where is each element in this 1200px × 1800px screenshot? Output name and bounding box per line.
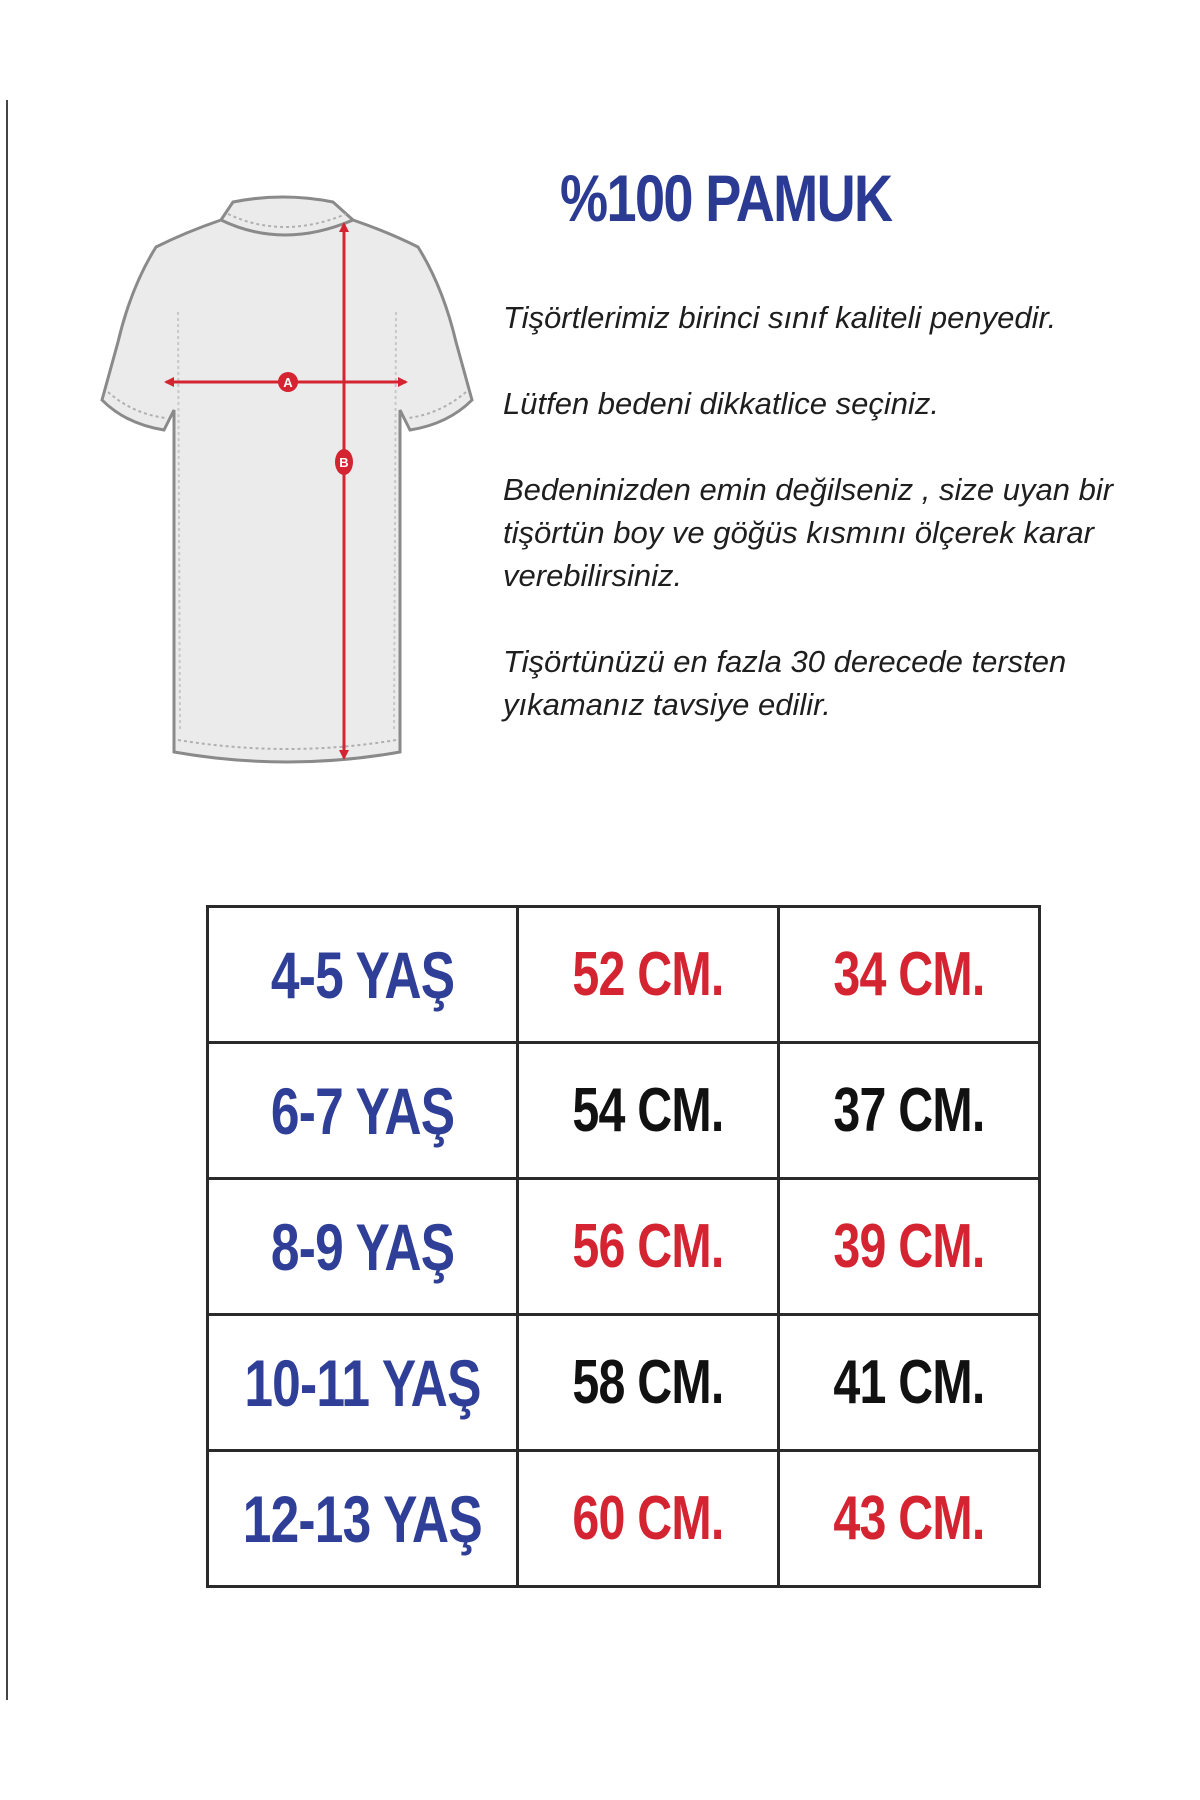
table-row bbox=[208, 1451, 1040, 1587]
chest-cell bbox=[778, 1451, 1039, 1587]
chest-cell bbox=[778, 1315, 1039, 1451]
age-label: 6-7 YAŞ bbox=[270, 1073, 455, 1148]
table-row bbox=[208, 1315, 1040, 1451]
tshirt-shape bbox=[102, 197, 472, 762]
tshirt-diagram bbox=[88, 192, 488, 782]
size-table bbox=[206, 905, 1041, 1588]
length-cell bbox=[517, 1451, 778, 1587]
age-cell bbox=[208, 1043, 518, 1179]
length-value: 56 CM. bbox=[572, 1212, 724, 1281]
length-value: 52 CM. bbox=[572, 940, 724, 1009]
age-cell bbox=[208, 1315, 518, 1451]
length-cell bbox=[517, 1315, 778, 1451]
length-cell bbox=[517, 907, 778, 1043]
table-row bbox=[208, 907, 1040, 1043]
chest-value: 37 CM. bbox=[833, 1076, 985, 1145]
chest-value: 39 CM. bbox=[833, 1212, 985, 1281]
table-row bbox=[208, 1179, 1040, 1315]
chest-value: 41 CM. bbox=[833, 1348, 985, 1417]
marker-b-label: B bbox=[339, 455, 349, 470]
note-quality: Tişörtlerimiz birinci sınıf kaliteli penyedir. bbox=[503, 300, 1057, 335]
age-cell bbox=[208, 1179, 518, 1315]
length-cell bbox=[517, 1043, 778, 1179]
length-value: 54 CM. bbox=[572, 1076, 724, 1145]
age-label: 10-11 YAŞ bbox=[244, 1345, 481, 1420]
age-cell bbox=[208, 1451, 518, 1587]
chest-value: 43 CM. bbox=[833, 1484, 985, 1553]
chest-cell bbox=[778, 1043, 1039, 1179]
age-label: 8-9 YAŞ bbox=[270, 1209, 455, 1284]
length-value: 58 CM. bbox=[572, 1348, 724, 1417]
age-label: 12-13 YAŞ bbox=[242, 1481, 482, 1556]
age-label: 4-5 YAŞ bbox=[270, 937, 455, 1012]
marker-a-label: A bbox=[283, 375, 293, 390]
page-title: %100 PAMUK bbox=[560, 161, 892, 235]
length-cell bbox=[517, 1179, 778, 1315]
chest-cell bbox=[778, 907, 1039, 1043]
product-notes bbox=[503, 296, 1183, 769]
left-divider bbox=[6, 100, 8, 1700]
note-washing: Tişörtünüzü en fazla 30 derecede tersten yıkamanız tavsiye edilir. bbox=[503, 644, 1067, 722]
note-measure-tip: Bedeninizden emin değilseniz , size uyan bir tişörtün boy ve göğüs kısmını ölçerek karar verebilirsiniz. bbox=[503, 472, 1114, 593]
table-row bbox=[208, 1043, 1040, 1179]
age-cell bbox=[208, 907, 518, 1043]
chest-value: 34 CM. bbox=[833, 940, 985, 1009]
length-value: 60 CM. bbox=[572, 1484, 724, 1553]
note-select-size: Lütfen bedeni dikkatlice seçiniz. bbox=[503, 386, 939, 421]
chest-cell bbox=[778, 1179, 1039, 1315]
